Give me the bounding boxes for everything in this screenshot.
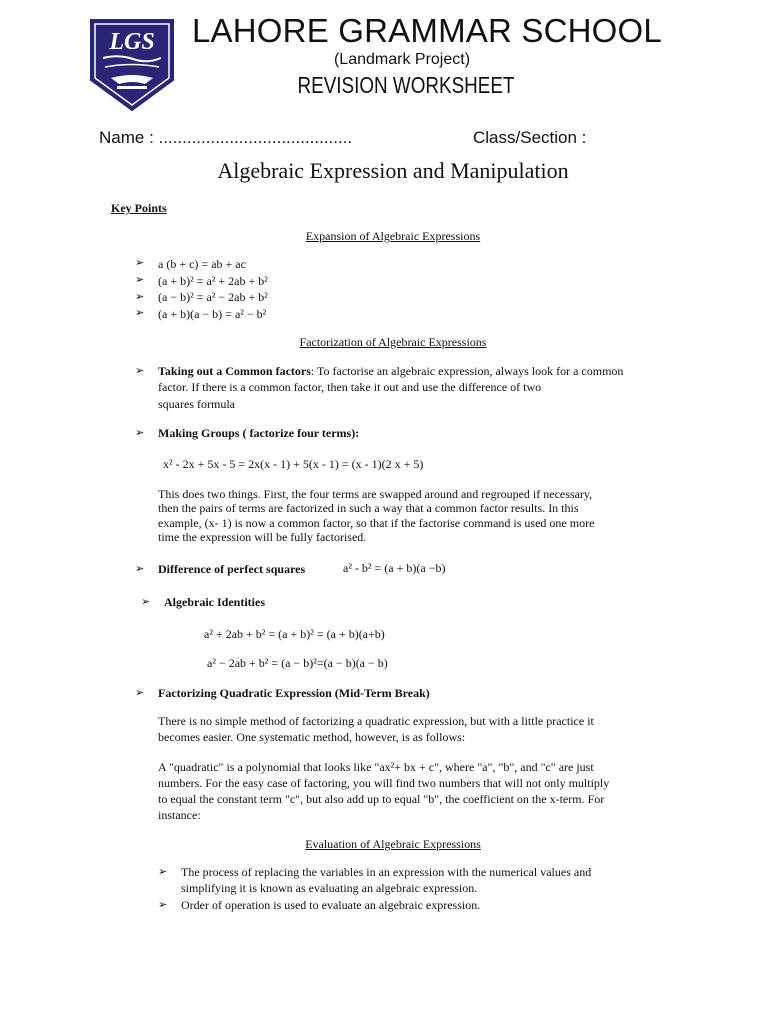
making-groups-text: example, (x- 1) is now a common factor, so that if the factorise command is used one more: [158, 516, 595, 530]
expansion-heading: Expansion of Algebraic Expressions: [305, 229, 481, 243]
making-groups-equation: x² - 2x + 5x - 5 = 2x(x - 1) + 5(x - 1) = (x - 1)(2 x + 5): [163, 457, 424, 471]
common-factors-line: [158, 363, 623, 379]
bullet-icon: ➢: [135, 687, 145, 699]
expansion-item: (a + b)² = a² + 2ab + b²: [158, 274, 268, 288]
page-title: Algebraic Expression and Manipulation: [217, 158, 569, 183]
making-groups-text: then the pairs of terms are factorized in such a way that a common factor results. In this: [158, 501, 579, 515]
school-name: LAHORE GRAMMAR SCHOOL: [192, 12, 662, 49]
algebraic-identities-title: Algebraic Identities: [164, 595, 265, 609]
bullet-icon: ➢: [135, 307, 145, 319]
quadratic-text: to equal the constant term "c", but also add up to equal "b", the coefficient on the x-term. For: [158, 792, 605, 806]
evaluation-item: simplifying it is known as evaluating an algebraic expression.: [181, 881, 478, 895]
bullet-icon: ➢: [135, 563, 145, 575]
bullet-icon: ➢: [135, 365, 145, 377]
common-factors-text: squares formula: [158, 397, 235, 411]
common-factors-title: Taking out a Common factors: [158, 364, 311, 378]
common-factors-text: factor. If there is a common factor, then take it out and use the difference of two: [158, 380, 542, 394]
expansion-item: (a − b)² = a² − 2ab + b²: [158, 290, 268, 304]
identity-equation: a² − 2ab + b² = (a − b)²=(a − b)(a − b): [207, 656, 388, 670]
worksheet-subtitle: REVISION WORKSHEET: [297, 72, 515, 98]
class-section-label: Class/Section :: [473, 128, 587, 147]
difference-squares-title: Difference of perfect squares: [158, 562, 306, 576]
making-groups-title: Making Groups ( factorize four terms):: [158, 426, 360, 440]
quadratic-text: numbers. For the easy case of factoring, you will find two numbers that will not only multiply: [158, 776, 610, 790]
making-groups-text: time the expression will be fully factorised.: [158, 530, 367, 544]
identity-equation: a² + 2ab + b² = (a + b)² = (a + b)(a+b): [204, 627, 385, 641]
quadratic-text: instance:: [158, 808, 201, 822]
expansion-item: a (b + c) = ab + ac: [158, 257, 246, 271]
bullet-icon: ➢: [158, 899, 168, 911]
quadratic-text: There is no simple method of factorizing a quadratic expression, but with a little practice it: [158, 714, 594, 728]
making-groups-text: This does two things. First, the four terms are swapped around and regrouped if necessary,: [158, 487, 593, 501]
quadratic-title: Factorizing Quadratic Expression (Mid-Term Break): [158, 686, 430, 700]
key-points-heading: Key Points: [111, 201, 167, 215]
quadratic-text: A "quadratic" is a polynomial that looks like "ax²+ bx + c", where "a", "b", and "c" are just: [158, 760, 594, 774]
evaluation-heading: Evaluation of Algebraic Expressions: [305, 837, 481, 851]
bullet-icon: ➢: [158, 866, 168, 878]
bullet-icon: ➢: [135, 291, 145, 303]
difference-squares-equation: a² - b² = (a + b)(a −b): [343, 561, 446, 575]
evaluation-item: The process of replacing the variables in an expression with the numerical values and: [181, 865, 592, 879]
project-subtitle: (Landmark Project): [333, 51, 471, 68]
bullet-icon: ➢: [141, 596, 151, 608]
logo-text: LGS: [109, 29, 155, 55]
bullet-icon: ➢: [135, 274, 145, 286]
factorization-heading: Factorization of Algebraic Expressions: [299, 335, 487, 349]
evaluation-item: Order of operation is used to evaluate an algebraic expression.: [181, 898, 481, 912]
quadratic-text: becomes easier. One systematic method, however, is as follows:: [158, 730, 466, 744]
expansion-item: (a + b)(a − b) = a² − b²: [158, 307, 267, 321]
name-field-label: Name : .........................................: [99, 128, 353, 147]
bullet-icon: ➢: [135, 427, 145, 439]
bullet-icon: ➢: [135, 257, 145, 269]
common-factors-text: : To factorise an algebraic expression, always look for a common: [310, 364, 624, 378]
